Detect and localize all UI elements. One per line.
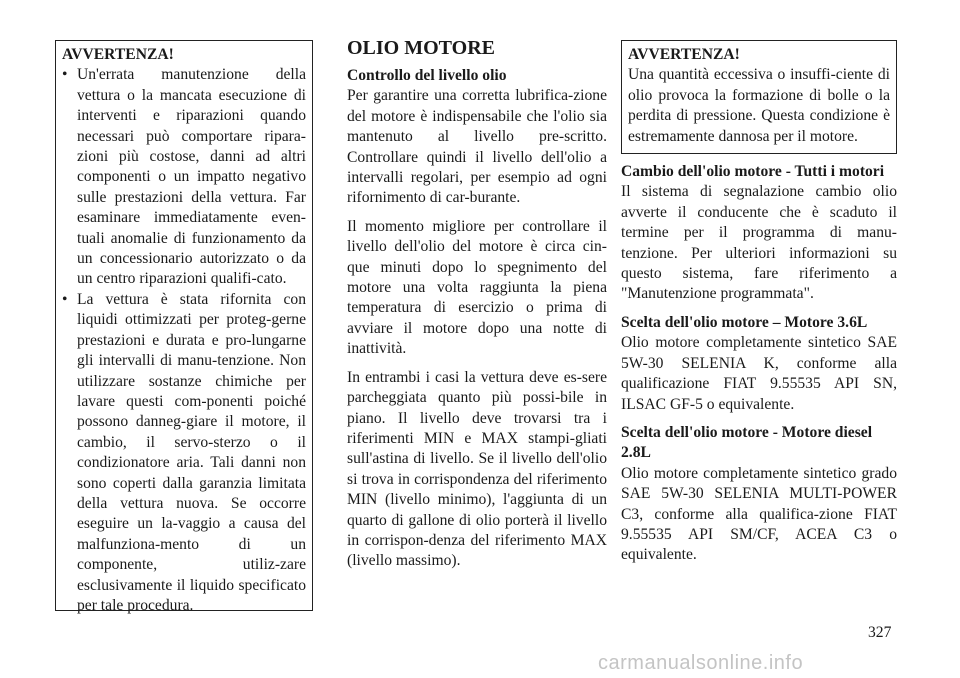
warning-box-right <box>621 40 897 154</box>
page-number: 327 <box>868 624 892 641</box>
subheading: Controllo del livello olio <box>347 67 507 84</box>
warning-box-left <box>55 40 313 614</box>
paragraph: Olio motore completamente sintetico SAE 5W-30 SELENIA K, conforme alla qualificazione FIAT 9.55535 API SN, ILSAC GF-5 o equivalente. <box>621 334 897 413</box>
warning-bullet: • La vettura è stata rifornita con liquidi ottimizzati per proteg-gerne prestazioni e durata e pro-lungarne gli intervalli di manu-tenzione. Non utilizzare sostanze chimiche per lavare questi com-ponenti poiché possono danneg-giare il motore, il cambio, il servo-sterzo o il condizionatore aria. Tali danni non sono coperti dalla garanzia limitata della vettura nuova. Se occorre eseguire un la-vaggio a causa del malfunziona-mento di un componente, utiliz-zare esclusivamente il liquido specificato per tale procedura. <box>62 290 306 617</box>
paragraph: Il sistema di segnalazione cambio olio avverte il conducente che è scaduto il termine per il programma di manu-tenzione. Per ulteriori informazioni su questo sistema, fare riferimento a "Manutenzione programmata". <box>621 183 897 303</box>
paragraph: In entrambi i casi la vettura deve es-sere parcheggiata quanto più possi-bile in piano. Il livello deve trovarsi tra i riferimenti MIN e MAX stampi-gliati sull'astina di livello. Se il livello dell'olio si trova in corrispondenza del riferimento MIN (livello minimo), l'aggiunta di un quarto di gallone di olio porterà il livello in corrispon-denza del riferimento MAX (livello massimo). <box>347 368 607 570</box>
warning-text: Una quantità eccessiva o insuffi-ciente di olio provoca la formazione di bolle o la perdita di pressione. Questa condizione è estremamente dannosa per il motore. <box>628 66 890 145</box>
watermark: carmanualsonline.info <box>598 652 804 674</box>
paragraph: Per garantire una corretta lubrifica-zione del motore è indispensabile che l'olio sia mantenuto al livello pre-scritto. Controllare quindi il livello dell'olio a intervalli regolari, per esempio ad ogni rifornimento di car-burante. <box>347 87 607 207</box>
warning-bullet-list <box>62 65 306 616</box>
left-column <box>55 40 313 614</box>
section-heading: Scelta dell'olio motore - Motore diesel 2.8L <box>621 423 873 462</box>
paragraph: Il momento migliore per controllare il livello dell'olio del motore è circa cin-que minuti dopo lo spegnimento del motore una volta raggiunta la piena temperatura di esercizio o prima di avviare il motore dopo una notte di inattività. <box>347 217 607 358</box>
warning-title: AVVERTENZA! <box>628 46 740 63</box>
right-column <box>621 40 897 574</box>
paragraph: Olio motore completamente sintetico grado SAE 5W-30 SELENIA MULTI-POWER C3, conforme alla qualifica-zione FIAT 9.55535 API SM/CF, ACEA C3 o equivalente. <box>621 464 897 564</box>
middle-column <box>347 37 607 580</box>
section-title: OLIO MOTORE <box>347 37 495 59</box>
section-heading: Scelta dell'olio motore – Motore 3.6L <box>621 313 868 331</box>
warning-title: AVVERTENZA! <box>62 46 174 63</box>
warning-bullet: • Un'errata manutenzione della vettura o la mancata esecuzione di interventi e riparazioni quando necessari può comportare ripara-zioni più costose, danni ad altri componenti o un impatto negativo sulle prestazioni della vettura. Far esaminare immediatamente even-tuali anomalie di funzionamento da un concessionario autorizzato o da un centro riparazioni qualifi-cato. <box>62 65 306 289</box>
section-heading: Cambio dell'olio motore - Tutti i motori <box>621 163 885 181</box>
